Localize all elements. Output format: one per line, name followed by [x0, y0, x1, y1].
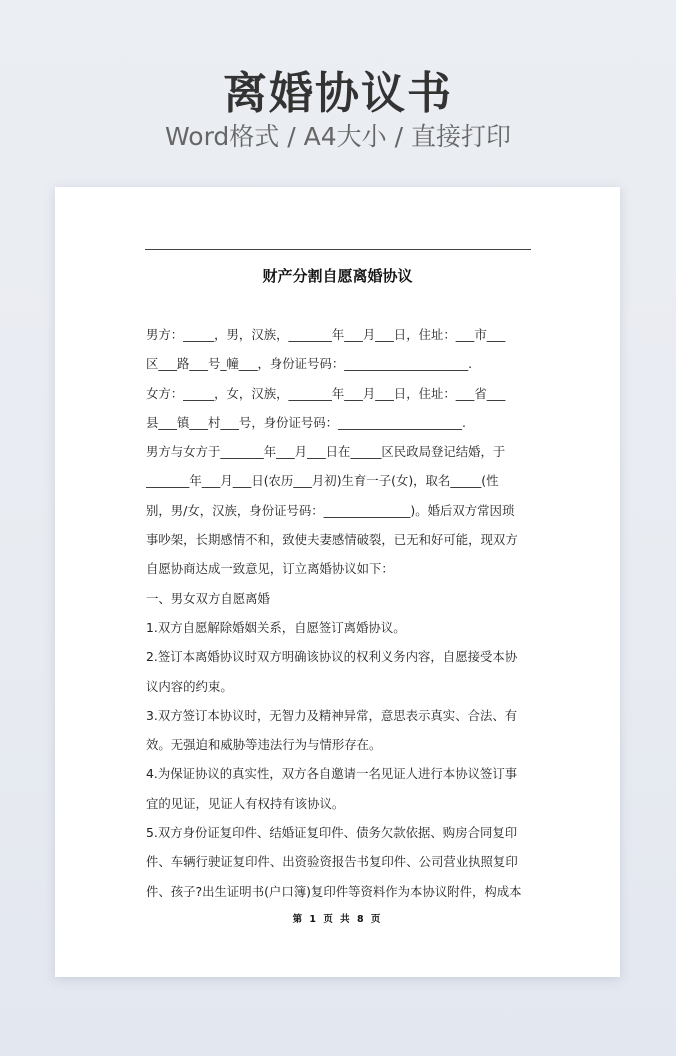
body-line: _______年___月___日(农历___月初)生育一子(女)，取名_____(性 — [146, 473, 499, 489]
body-line: 议内容的约束。 — [146, 678, 233, 694]
body-line: 事吵架，长期感情不和，致使夫妻感情破裂，已无和好可能，现双方 — [146, 532, 518, 548]
section-heading: 一、男女双方自愿离婚 — [146, 590, 270, 606]
page-number-footer: 第 1 页 共 8 页 — [292, 914, 383, 925]
body-line: 5.双方身份证复印件、结婚证复印件、债务欠款依据、购房合同复印 — [146, 825, 518, 841]
body-line: 区___路___号_幢___，身份证号码：____________________. — [146, 356, 473, 372]
hero-subtitle: Word格式 / A4大小 / 直接打印 — [165, 122, 511, 151]
body-line: 县___镇___村___号，身份证号码：____________________. — [146, 414, 466, 430]
body-line: 别，男/女，汉族，身份证号码：______________)。婚后双方常因琐 — [146, 502, 515, 518]
body-line: 男方：_____，男，汉族，_______年___月___日，住址：___市___ — [146, 327, 506, 342]
body-line: 自愿协商达成一致意见，订立离婚协议如下： — [146, 561, 394, 577]
document-page-preview — [55, 187, 620, 977]
body-line: 宜的见证，见证人有权持有该协议。 — [146, 795, 345, 811]
header-rule — [145, 249, 531, 250]
body-line: 4.为保证协议的真实性，双方各自邀请一名见证人进行本协议签订事 — [146, 766, 518, 782]
body-line: 男方与女方于_______年___月___日在_____区民政局登记结婚，于 — [146, 444, 506, 460]
body-line: 2.签订本离婚协议时双方明确该协议的权利义务内容，自愿接受本协 — [146, 649, 518, 665]
body-line: 件、孩子?出生证明书(户口簿)复印件等资料作为本协议附件，构成本 — [146, 883, 522, 899]
body-line: 3.双方签订本协议时，无智力及精神异常，意思表示真实、合法、有 — [146, 707, 518, 723]
body-line: 1.双方自愿解除婚姻关系，自愿签订离婚协议。 — [146, 619, 406, 635]
hero-title: 离婚协议书 — [223, 68, 453, 119]
document-body — [146, 320, 532, 906]
document-title: 财产分割自愿离婚协议 — [262, 267, 413, 285]
body-line: 女方：_____，女，汉族，_______年___月___日，住址：___省___ — [146, 385, 506, 401]
body-line: 件、车辆行驶证复印件、出资验资报告书复印件、公司营业执照复印 — [146, 854, 518, 870]
body-line: 效。无强迫和威胁等违法行为与情形存在。 — [146, 737, 382, 753]
